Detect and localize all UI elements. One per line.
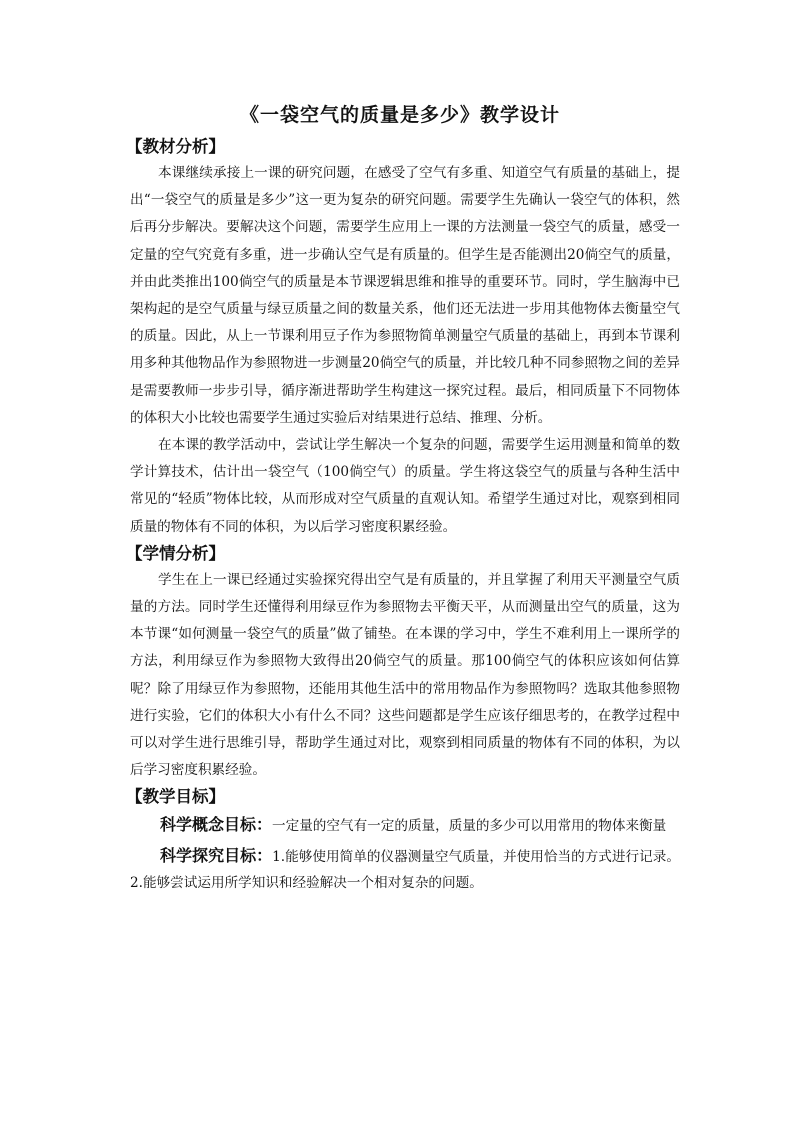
document-title: 《一袋空气的质量是多少》教学设计 [239,104,560,126]
document-page [120,100,680,900]
goal-label: 科学探究目标： [160,846,273,866]
goal-text: 1.能够使用简单的仪器测量空气质量，并使用恰当的方式进行记录。2.能够尝试运用所学知识和经验解决一个相对复杂的问题。 [130,849,680,892]
goal-item [130,812,680,839]
goal-item [130,843,680,896]
goal-label: 科学概念目标： [160,815,273,835]
paragraph: 本课继续承接上一课的研究问题，在感受了空气有多重、知道空气有质量的基础上，提出“一袋空气的质量是多少”这一更为复杂的研究问题。需要学生先确认一袋空气的体积，然后再分步解决。要解决这个问题，需要学生应用上一课的方法测量一袋空气的质量，感受一定量的空气究竟有多重，进一步确认空气是有质量的。但学生是否能测出20倘空气的质量，并由此类推出100倘空气的质量是本节课逻辑思维和推导的重要环节。同时，学生脑海中已架构起的是空气质量与绿豆质量之间的数量关系，他们还无法进一步用其他物体去衡量空气的质量。因此，从上一节课利用豆子作为参照物简单测量空气质量的基础上，再到本节课利用多种其他物品作为参照物进一步测量20倘空气的质量，并比较几种不同参照物之间的差异是需要教师一步步引导，循序渐进帮助学生构建这一探究过程。最后，相同质量下不同物体的体积大小比较也需要学生通过实验后对结果进行总结、推理、分析。 [130,165,680,426]
paragraph: 在本课的教学活动中，尝试让学生解决一个复杂的问题，需要学生运用测量和简单的数学计算技术，估计出一袋空气（100倘空气）的质量。学生将这袋空气的质量与各种生活中常见的“轻质”物体比较，从而形成对空气质量的直观认知。希望学生通过对比，观察到相同质量的物体有不同的体积，为以后学习密度积累经验。 [130,437,680,535]
goal-text: 一定量的空气有一定的质量，质量的多少可以用常用的物体来衡量 [272,818,667,835]
section-heading-student-analysis: 【学情分析】 [126,543,225,563]
section-heading-textbook-analysis: 【教材分析】 [126,137,225,156]
paragraph: 学生在上一课已经通过实验探究得出空气是有质量的，并且掌握了利用天平测量空气质量的方法。同时学生还懂得利用绿豆作为参照物去平衡天平，从而测量出空气的质量，这为本节课“如何测量一袋空气的质量”做了铺垫。在本课的学习中，学生不难利用上一课所学的方法，利用绿豆作为参照物大致得出20倘空气的质量。那100倘空气的体积应该如何估算呢？除了用绿豆作为参照物，还能用其他生活中的常用物品作为参照物吗？选取其他参照物进行实验，它们的体积大小有什么不同？这些问题都是学生应该仔细思考的，在教学过程中可以对学生进行思维引导，帮助学生通过对比，观察到相同质量的物体有不同的体积，为以后学习密度积累经验。 [130,571,680,779]
section-heading-teaching-goals: 【教学目标】 [126,787,225,807]
